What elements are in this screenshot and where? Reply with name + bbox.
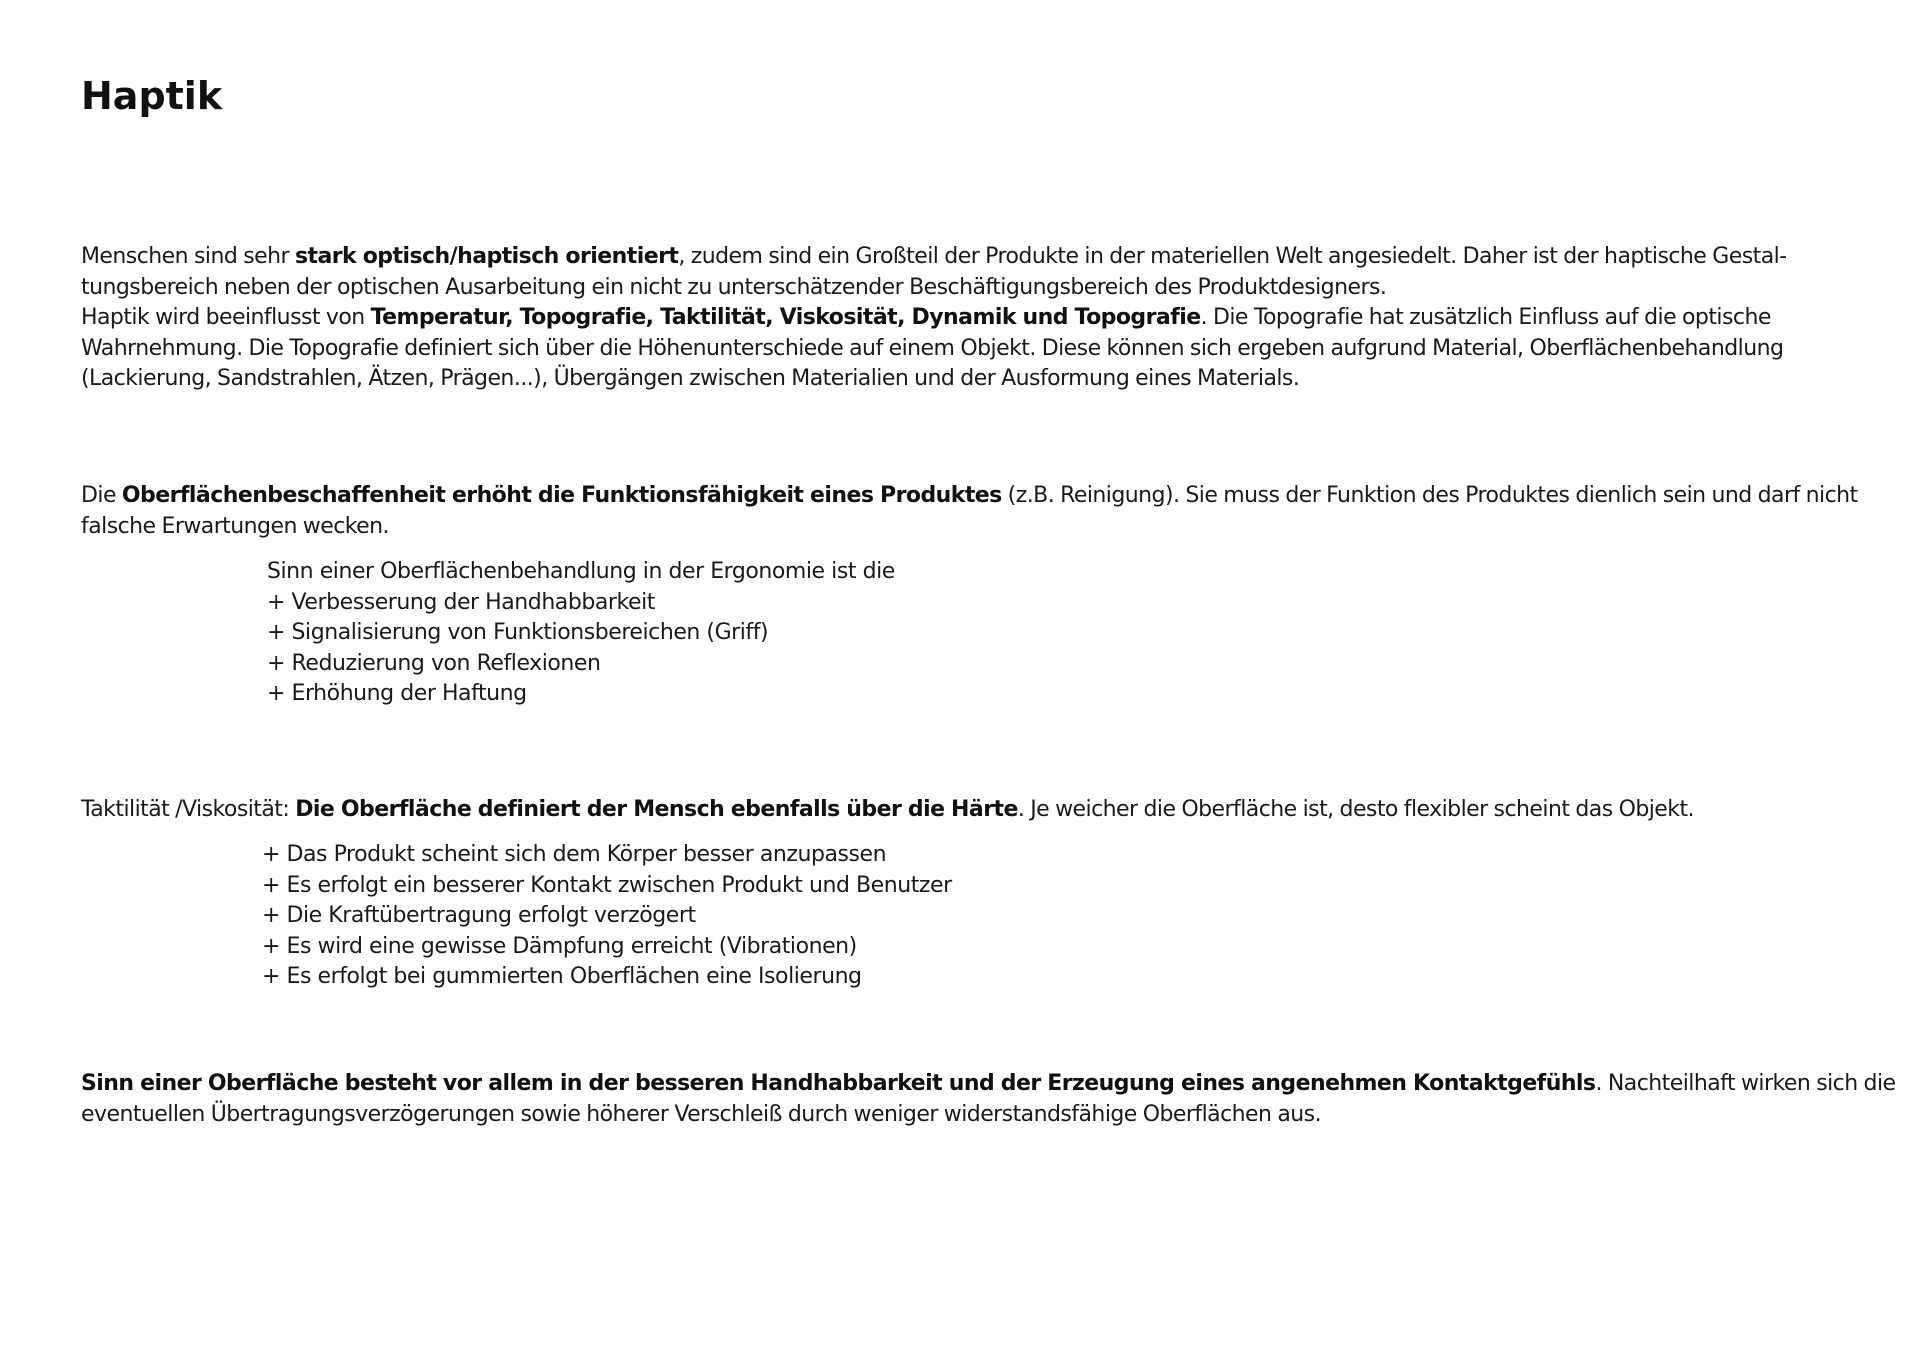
tactility-paragraph: [81, 795, 1871, 826]
tactility-emphasis: Die Oberfläche definiert der Mensch ebenfalls über die Härte: [295, 797, 1018, 822]
tactility-list: [262, 840, 952, 993]
list-item: + Reduzierung von Reflexionen: [267, 650, 601, 676]
surface-line-1: [81, 481, 1871, 512]
intro-line-3: [81, 303, 1871, 334]
conclusion-emphasis: Sinn einer Oberfläche besteht vor allem in der besseren Handhabbarkeit und der Erzeugung eines angenehmen Kontaktgefühls: [81, 1071, 1596, 1096]
tactility-text: . Je weicher die Oberfläche ist, desto flexibler scheint das Objekt.: [1017, 797, 1695, 822]
conclusion-text: . Nachteilhaft wirken sich die: [1595, 1071, 1896, 1096]
intro-line-2: tungsbereich neben der optischen Ausarbeitung ein nicht zu unterschätzender Beschäftigungsbereich des Produktdesigners.: [81, 274, 1387, 300]
tactility-label: Taktilität /Viskosität:: [81, 797, 296, 822]
intro-line-5: (Lackierung, Sandstrahlen, Ätzen, Prägen...), Übergängen zwischen Materialien und der Ausformung eines Materials.: [81, 366, 1300, 391]
conclusion-paragraph: [81, 1069, 1896, 1130]
list-item: + Es erfolgt ein besserer Kontakt zwischen Produkt und Benutzer: [262, 872, 952, 898]
list-item: + Erhöhung der Haftung: [267, 681, 527, 706]
surface-line-2: falsche Erwartungen wecken.: [81, 513, 389, 539]
surface-text: Die: [81, 483, 122, 508]
intro-text: Haptik wird beeinflusst von: [81, 305, 371, 330]
page-title: Haptik: [81, 74, 223, 118]
intro-text: , zudem sind ein Großteil der Produkte in der materiellen Welt angesiedelt. Daher ist der haptische Gestal-: [678, 244, 1787, 269]
conclusion-line-1: [81, 1069, 1896, 1100]
list-item: Sinn einer Oberflächenbehandlung in der Ergonomie ist die: [267, 559, 895, 584]
conclusion-line-2: eventuellen Übertragungsverzögerungen sowie höherer Verschleiß durch weniger widerstandsfähige Oberflächen aus.: [81, 1101, 1322, 1127]
intro-line-1: [81, 242, 1871, 273]
list-item: + Verbesserung der Handhabbarkeit: [267, 589, 655, 615]
list-item: + Das Produkt scheint sich dem Körper besser anzupassen: [262, 842, 887, 867]
list-item: + Die Kraftübertragung erfolgt verzögert: [262, 903, 696, 928]
surface-emphasis: Oberflächenbeschaffenheit erhöht die Funktionsfähigkeit eines Produktes: [121, 483, 1002, 508]
haptic-factors-emphasis: Temperatur, Topografie, Taktilität, Viskosität, Dynamik und Topografie: [370, 305, 1201, 330]
ergonomics-list: [267, 557, 895, 710]
list-item: + Signalisierung von Funktionsbereichen (Griff): [267, 620, 769, 645]
intro-text: Menschen sind sehr: [81, 244, 295, 269]
intro-paragraph: [81, 242, 1871, 395]
intro-line-4: Wahrnehmung. Die Topografie definiert sich über die Höhenunterschiede auf einem Objekt. Diese können sich ergeben aufgrund Material, Oberflächenbehandlung: [81, 335, 1784, 361]
surface-paragraph: [81, 481, 1871, 542]
intro-emphasis: stark optisch/haptisch orientiert: [294, 244, 679, 269]
list-item: + Es erfolgt bei gummierten Oberflächen eine Isolierung: [262, 964, 862, 989]
surface-text: (z.B. Reinigung). Sie muss der Funktion des Produktes dienlich sein und darf nicht: [1001, 483, 1858, 508]
tactility-line: [81, 795, 1871, 826]
list-item: + Es wird eine gewisse Dämpfung erreicht (Vibrationen): [262, 933, 857, 959]
intro-text: . Die Topografie hat zusätzlich Einfluss auf die optische: [1200, 305, 1771, 330]
